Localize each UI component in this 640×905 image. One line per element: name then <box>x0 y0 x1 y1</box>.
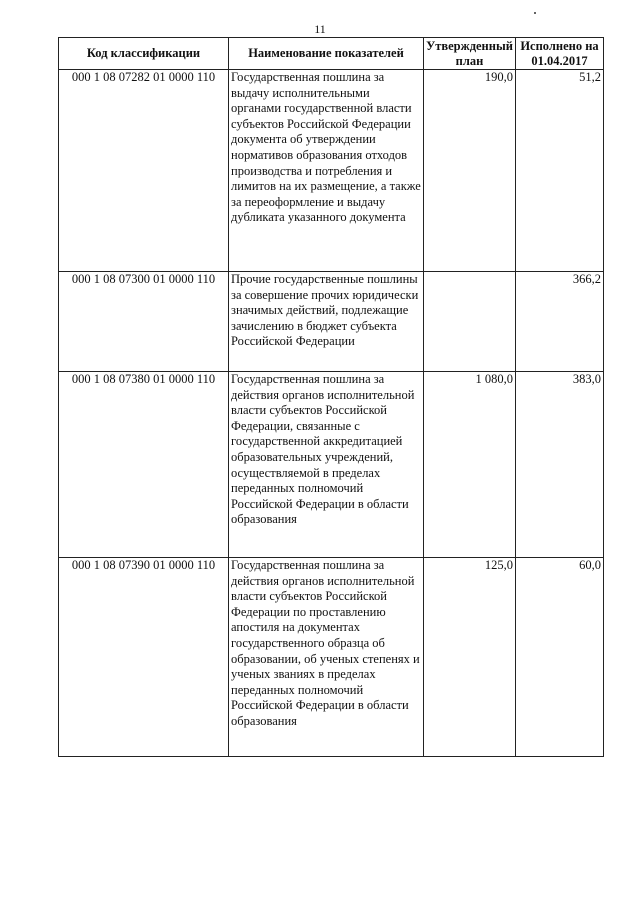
row-name: Прочие государственные пошлины за совершение прочих юридически значимых действий, подлежащие зачислению в бюджет субъекта Российской Федерации <box>229 272 424 372</box>
table-header-row <box>59 38 604 70</box>
table-row <box>59 558 604 757</box>
page-number: 11 <box>314 22 326 36</box>
table-row <box>59 70 604 272</box>
row-code: 000 1 08 07282 01 0000 110 <box>59 70 229 272</box>
row-plan <box>424 272 516 372</box>
header-done: Исполнено на 01.04.2017 <box>516 38 604 70</box>
scan-speck <box>534 12 536 14</box>
row-name: Государственная пошлина за выдачу исполнительными органами государственной власти субъектов Российской Федерации документа об утверждении нормативов образования отходов производства и потребления и лимитов на их размещение, а также за переоформление и выдачу дубликата указанного документа <box>229 70 424 272</box>
row-done: 60,0 <box>516 558 604 757</box>
row-done: 51,2 <box>516 70 604 272</box>
row-plan: 125,0 <box>424 558 516 757</box>
row-done: 383,0 <box>516 372 604 558</box>
revenue-table <box>58 37 604 757</box>
row-name: Государственная пошлина за действия органов исполнительной власти субъектов Российской Федерации по проставлению апостиля на документах государственного образца об образовании, об ученых степенях и ученых званиях в пределах переданных полномочий Российской Федерации в области образования <box>229 558 424 757</box>
row-code: 000 1 08 07390 01 0000 110 <box>59 558 229 757</box>
row-plan: 1 080,0 <box>424 372 516 558</box>
table-row <box>59 372 604 558</box>
row-code: 000 1 08 07300 01 0000 110 <box>59 272 229 372</box>
row-done: 366,2 <box>516 272 604 372</box>
header-name: Наименование показателей <box>229 38 424 70</box>
row-code: 000 1 08 07380 01 0000 110 <box>59 372 229 558</box>
row-plan: 190,0 <box>424 70 516 272</box>
header-code: Код классификации <box>59 38 229 70</box>
table-row <box>59 272 604 372</box>
header-plan: Утвержденный план <box>424 38 516 70</box>
row-name: Государственная пошлина за действия органов исполнительной власти субъектов Российской Федерации, связанные с государственной аккредитацией образовательных учреждений, осуществляемой в пределах переданных полномочий Российской Федерации в области образования <box>229 372 424 558</box>
